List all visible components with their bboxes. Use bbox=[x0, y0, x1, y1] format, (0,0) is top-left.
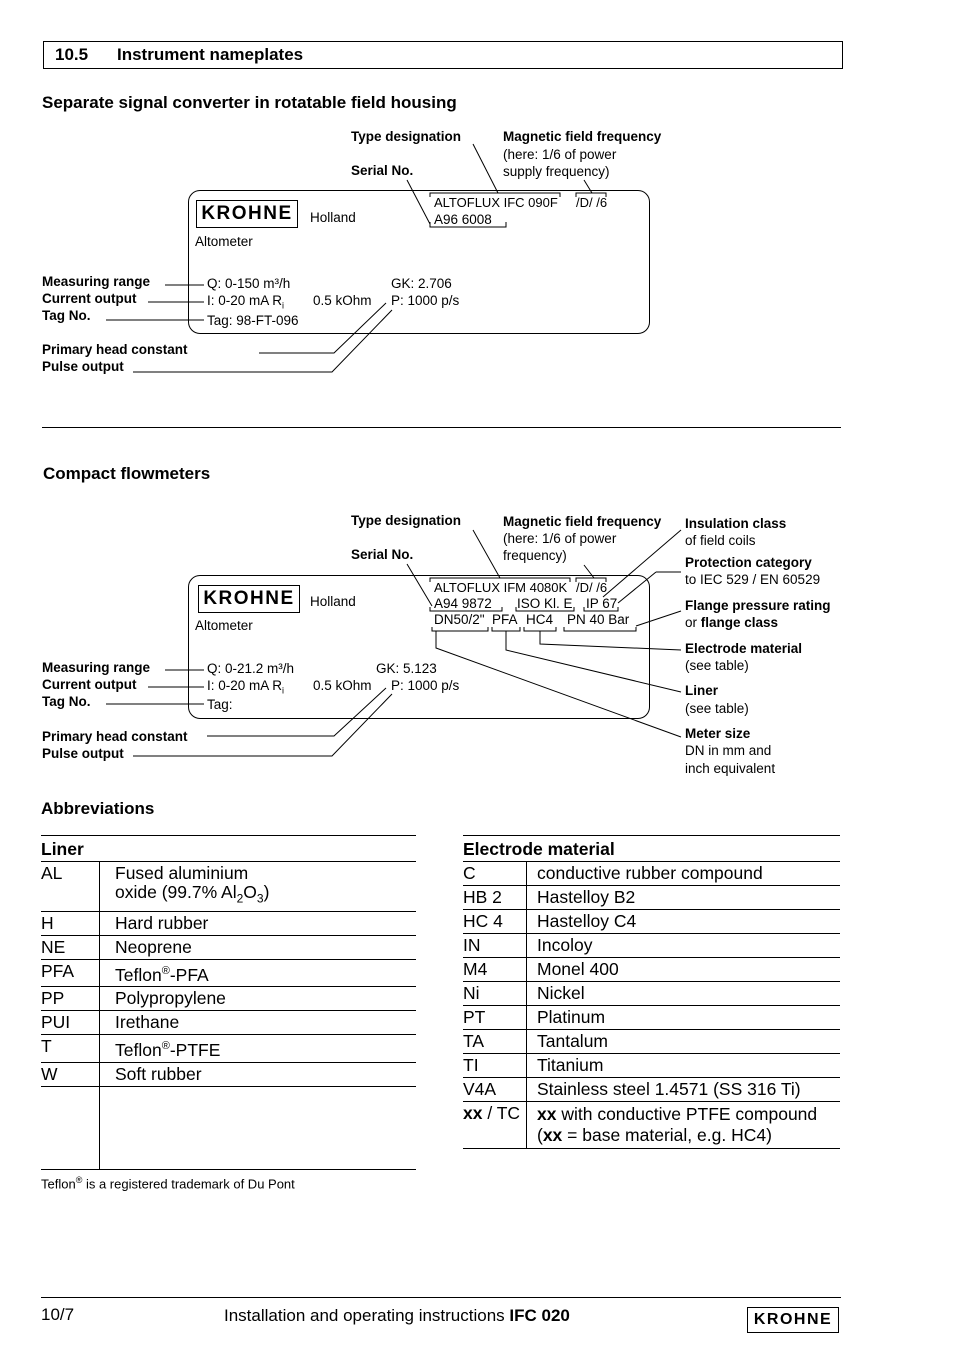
krohne-logo: KROHNE bbox=[198, 585, 300, 613]
callout-mag-freq-note1: (here: 1/6 of power bbox=[503, 531, 617, 546]
table-row: PP Polypropylene bbox=[41, 987, 416, 1011]
callout-primary-head-constant: Primary head constant bbox=[42, 342, 188, 357]
callout-mag-freq-note2: frequency) bbox=[503, 548, 567, 563]
table-row: TA Tantalum bbox=[463, 1030, 840, 1054]
plate-liner-code: PFA bbox=[492, 612, 518, 627]
separate-heading: Separate signal converter in rotatable field housing bbox=[42, 93, 457, 112]
callout-meter-note1: DN in mm and bbox=[685, 743, 772, 758]
footer-doc-title: Installation and operating instructions IFC 020 bbox=[224, 1306, 570, 1325]
callout-flange-pressure: Flange pressure rating bbox=[685, 598, 831, 613]
callout-protection-note: to IEC 529 / EN 60529 bbox=[685, 572, 821, 587]
plate-q: Q: 0-150 m³/h bbox=[207, 276, 291, 291]
plate-iso-class: ISO Kl. E bbox=[517, 596, 573, 611]
callout-serial-no: Serial No. bbox=[351, 163, 414, 178]
table-row: V4A Stainless steel 1.4571 (SS 316 Ti) bbox=[463, 1078, 840, 1102]
table-row: PFA Teflon®-PFA bbox=[41, 959, 416, 987]
liner-table bbox=[41, 835, 416, 1170]
plate-i-ohm: 0.5 kOhm bbox=[313, 293, 372, 308]
table-row: TI Titanium bbox=[463, 1054, 840, 1078]
krohne-logo-footer: KROHNE bbox=[747, 1307, 839, 1333]
plate-dn: DN50/2" bbox=[434, 612, 485, 627]
callout-pulse-output: Pulse output bbox=[42, 359, 124, 374]
plate-i: I: 0-20 mA $R_i$ bbox=[207, 293, 285, 311]
plate-type: ALTOFLUX IFC 090F bbox=[434, 195, 558, 210]
section-title: Instrument nameplates bbox=[117, 45, 304, 64]
callout-mag-freq-note2: supply frequency) bbox=[503, 164, 610, 179]
table-row-empty bbox=[41, 1087, 416, 1170]
plate-type: ALTOFLUX IFM 4080K bbox=[434, 580, 568, 595]
table-row: IN Incoloy bbox=[463, 934, 840, 958]
table-row: AL Fused aluminium oxide (99.7% $Al_2O_3$) bbox=[41, 862, 416, 912]
callout-tag-no: Tag No. bbox=[42, 694, 91, 709]
callout-meter-size: Meter size bbox=[685, 726, 751, 741]
table-row: T Teflon®-PTFE bbox=[41, 1035, 416, 1063]
callout-pulse-output: Pulse output bbox=[42, 746, 124, 761]
krohne-logo: KROHNE bbox=[196, 200, 298, 228]
callout-serial-no: Serial No. bbox=[351, 547, 414, 562]
callout-primary-head-constant: Primary head constant bbox=[42, 729, 188, 744]
callout-mag-freq-note1: (here: 1/6 of power bbox=[503, 147, 617, 162]
callout-mag-freq: Magnetic field frequency bbox=[503, 129, 662, 144]
plate-gk: GK: 2.706 bbox=[391, 276, 452, 291]
callout-type-designation: Type designation bbox=[351, 513, 462, 528]
abbreviations-heading: Abbreviations bbox=[41, 799, 155, 818]
plate-freq: /D/ /6 bbox=[576, 580, 608, 595]
callout-liner: Liner bbox=[685, 683, 719, 698]
table-row: xx / TC xx with conductive PTFE compound (xx = base material, e.g. HC4) bbox=[463, 1102, 840, 1149]
callout-electrode-note: (see table) bbox=[685, 658, 749, 673]
callout-liner-note: (see table) bbox=[685, 701, 749, 716]
plate-i-ohm: 0.5 kOhm bbox=[313, 678, 372, 693]
table-row: PT Platinum bbox=[463, 1006, 840, 1030]
callout-flange-class: or flange class bbox=[685, 615, 779, 630]
electrode-table bbox=[463, 835, 840, 1149]
compact-heading: Compact flowmeters bbox=[43, 464, 211, 483]
plate-tag: Tag: bbox=[207, 697, 233, 712]
callout-current-output: Current output bbox=[42, 291, 137, 306]
plate-i: I: 0-20 mA $R_i$ bbox=[207, 678, 285, 696]
plate-country: Holland bbox=[310, 594, 356, 609]
table-row: Ni Nickel bbox=[463, 982, 840, 1006]
plate-ip: IP 67 bbox=[586, 596, 618, 611]
callout-tag-no: Tag No. bbox=[42, 308, 91, 323]
plate-electrode-code: HC4 bbox=[526, 612, 554, 627]
section-number: 10.5 bbox=[55, 45, 89, 64]
liner-table-title: Liner bbox=[41, 836, 416, 862]
plate-brand: Altometer bbox=[195, 234, 253, 249]
table-row: C conductive rubber compound bbox=[463, 862, 840, 886]
callout-protection-category: Protection category bbox=[685, 555, 812, 570]
table-row: HB 2 Hastelloy B2 bbox=[463, 886, 840, 910]
callout-measuring-range: Measuring range bbox=[42, 660, 151, 675]
callout-type-designation: Type designation bbox=[351, 129, 462, 144]
table-row: HC 4 Hastelloy C4 bbox=[463, 910, 840, 934]
table-row: W Soft rubber bbox=[41, 1063, 416, 1087]
footer-rule bbox=[41, 1297, 841, 1298]
plate-p: P: 1000 p/s bbox=[391, 678, 460, 693]
callout-current-output: Current output bbox=[42, 677, 137, 692]
plate-gk: GK: 5.123 bbox=[376, 661, 437, 676]
plate-serial: A94 9872 bbox=[434, 596, 492, 611]
table-row: NE Neoprene bbox=[41, 935, 416, 959]
table-row: PUI Irethane bbox=[41, 1011, 416, 1035]
plate-p: P: 1000 p/s bbox=[391, 293, 460, 308]
table-row: M4 Monel 400 bbox=[463, 958, 840, 982]
page-number: 10/7 bbox=[41, 1305, 75, 1324]
plate-serial: A96 6008 bbox=[434, 212, 492, 227]
callout-insulation-note: of field coils bbox=[685, 533, 756, 548]
callout-electrode-material: Electrode material bbox=[685, 641, 803, 656]
callout-mag-freq: Magnetic field frequency bbox=[503, 514, 662, 529]
callout-meter-note2: inch equivalent bbox=[685, 761, 776, 776]
teflon-trademark-note: Teflon® is a registered trademark of Du Pont bbox=[41, 1175, 295, 1192]
plate-q: Q: 0-21.2 m³/h bbox=[207, 661, 295, 676]
callout-measuring-range: Measuring range bbox=[42, 274, 151, 289]
callout-insulation-class: Insulation class bbox=[685, 516, 787, 531]
plate-brand: Altometer bbox=[195, 618, 253, 633]
table-row: H Hard rubber bbox=[41, 911, 416, 935]
electrode-table-title: Electrode material bbox=[463, 836, 840, 862]
plate-country: Holland bbox=[310, 210, 356, 225]
plate-pn: PN 40 Bar bbox=[567, 612, 630, 627]
plate-freq: /D/ /6 bbox=[576, 195, 608, 210]
plate-tag: Tag: 98-FT-096 bbox=[207, 313, 299, 328]
